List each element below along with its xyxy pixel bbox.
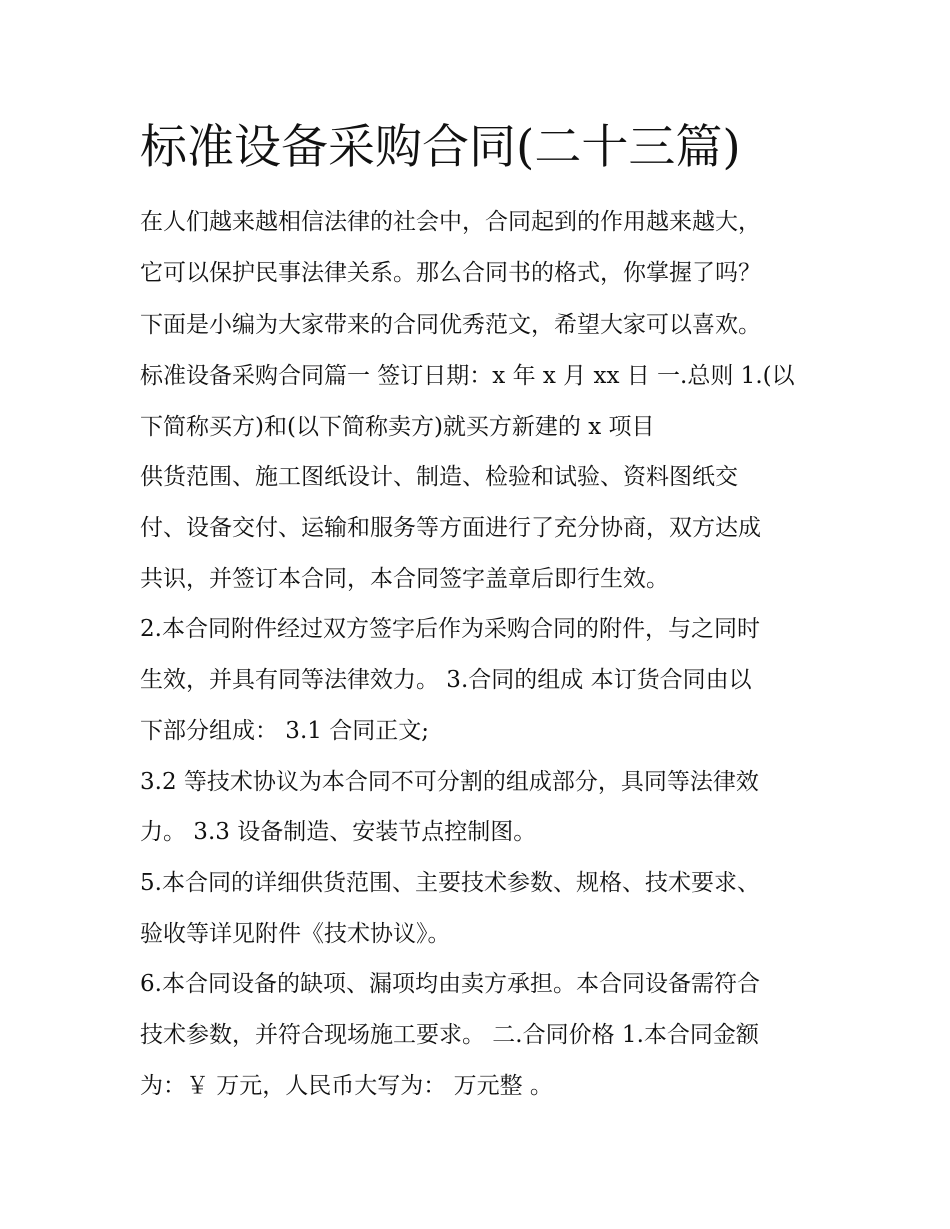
body-line-5: 下简称买方)和(以下简称卖方)就买方新建的 x 项目 [140,414,655,440]
body-line-17: 技术参数，并符合现场施工要求。 二.合同价格 1.本合同金额 [140,1022,759,1048]
body-line-1: 在人们越来越相信法律的社会中，合同起到的作用越来越大， [140,209,761,235]
body-line-10: 生效，并具有同等法律效力。 3.合同的组成 本订货合同由以 [140,667,752,693]
body-line-15: 验收等详见附件《技术协议》。 [140,921,451,947]
body-line-18: 为：￥ 万元，人民币大写为： 万元整 。 [140,1073,553,1099]
body-line-3: 下面是小编为大家带来的合同优秀范文，希望大家可以喜欢。 [140,312,761,338]
body-line-4: 标准设备采购合同篇一 签订日期：x 年 x 月 xx 日 一.总则 1.(以 [140,363,795,389]
body-line-9: 2.本合同附件经过双方签字后作为采购合同的附件，与之同时 [140,616,760,642]
body-line-11: 下部分组成： 3.1 合同正文; [140,718,429,744]
body-line-7: 付、设备交付、运输和服务等方面进行了充分协商，双方达成 [140,515,761,541]
body-line-16: 6.本合同设备的缺项、漏项均由卖方承担。本合同设备需符合 [140,971,760,997]
body-line-2: 它可以保护民事法律关系。那么合同书的格式，你掌握了吗？ [140,260,761,286]
body-line-8: 共识，并签订本合同，本合同签字盖章后即行生效。 [140,566,669,592]
body-line-14: 5.本合同的详细供货范围、主要技术参数、规格、技术要求、 [140,870,760,896]
body-line-13: 力。 3.3 设备制造、安装节点控制图。 [140,819,537,845]
body-line-6: 供货范围、施工图纸设计、制造、检验和试验、资料图纸交 [140,464,738,490]
body-line-12: 3.2 等技术协议为本合同不可分割的组成部分，具同等法律效 [140,769,759,795]
document-title: 标准设备采购合同(二十三篇) [140,120,741,175]
